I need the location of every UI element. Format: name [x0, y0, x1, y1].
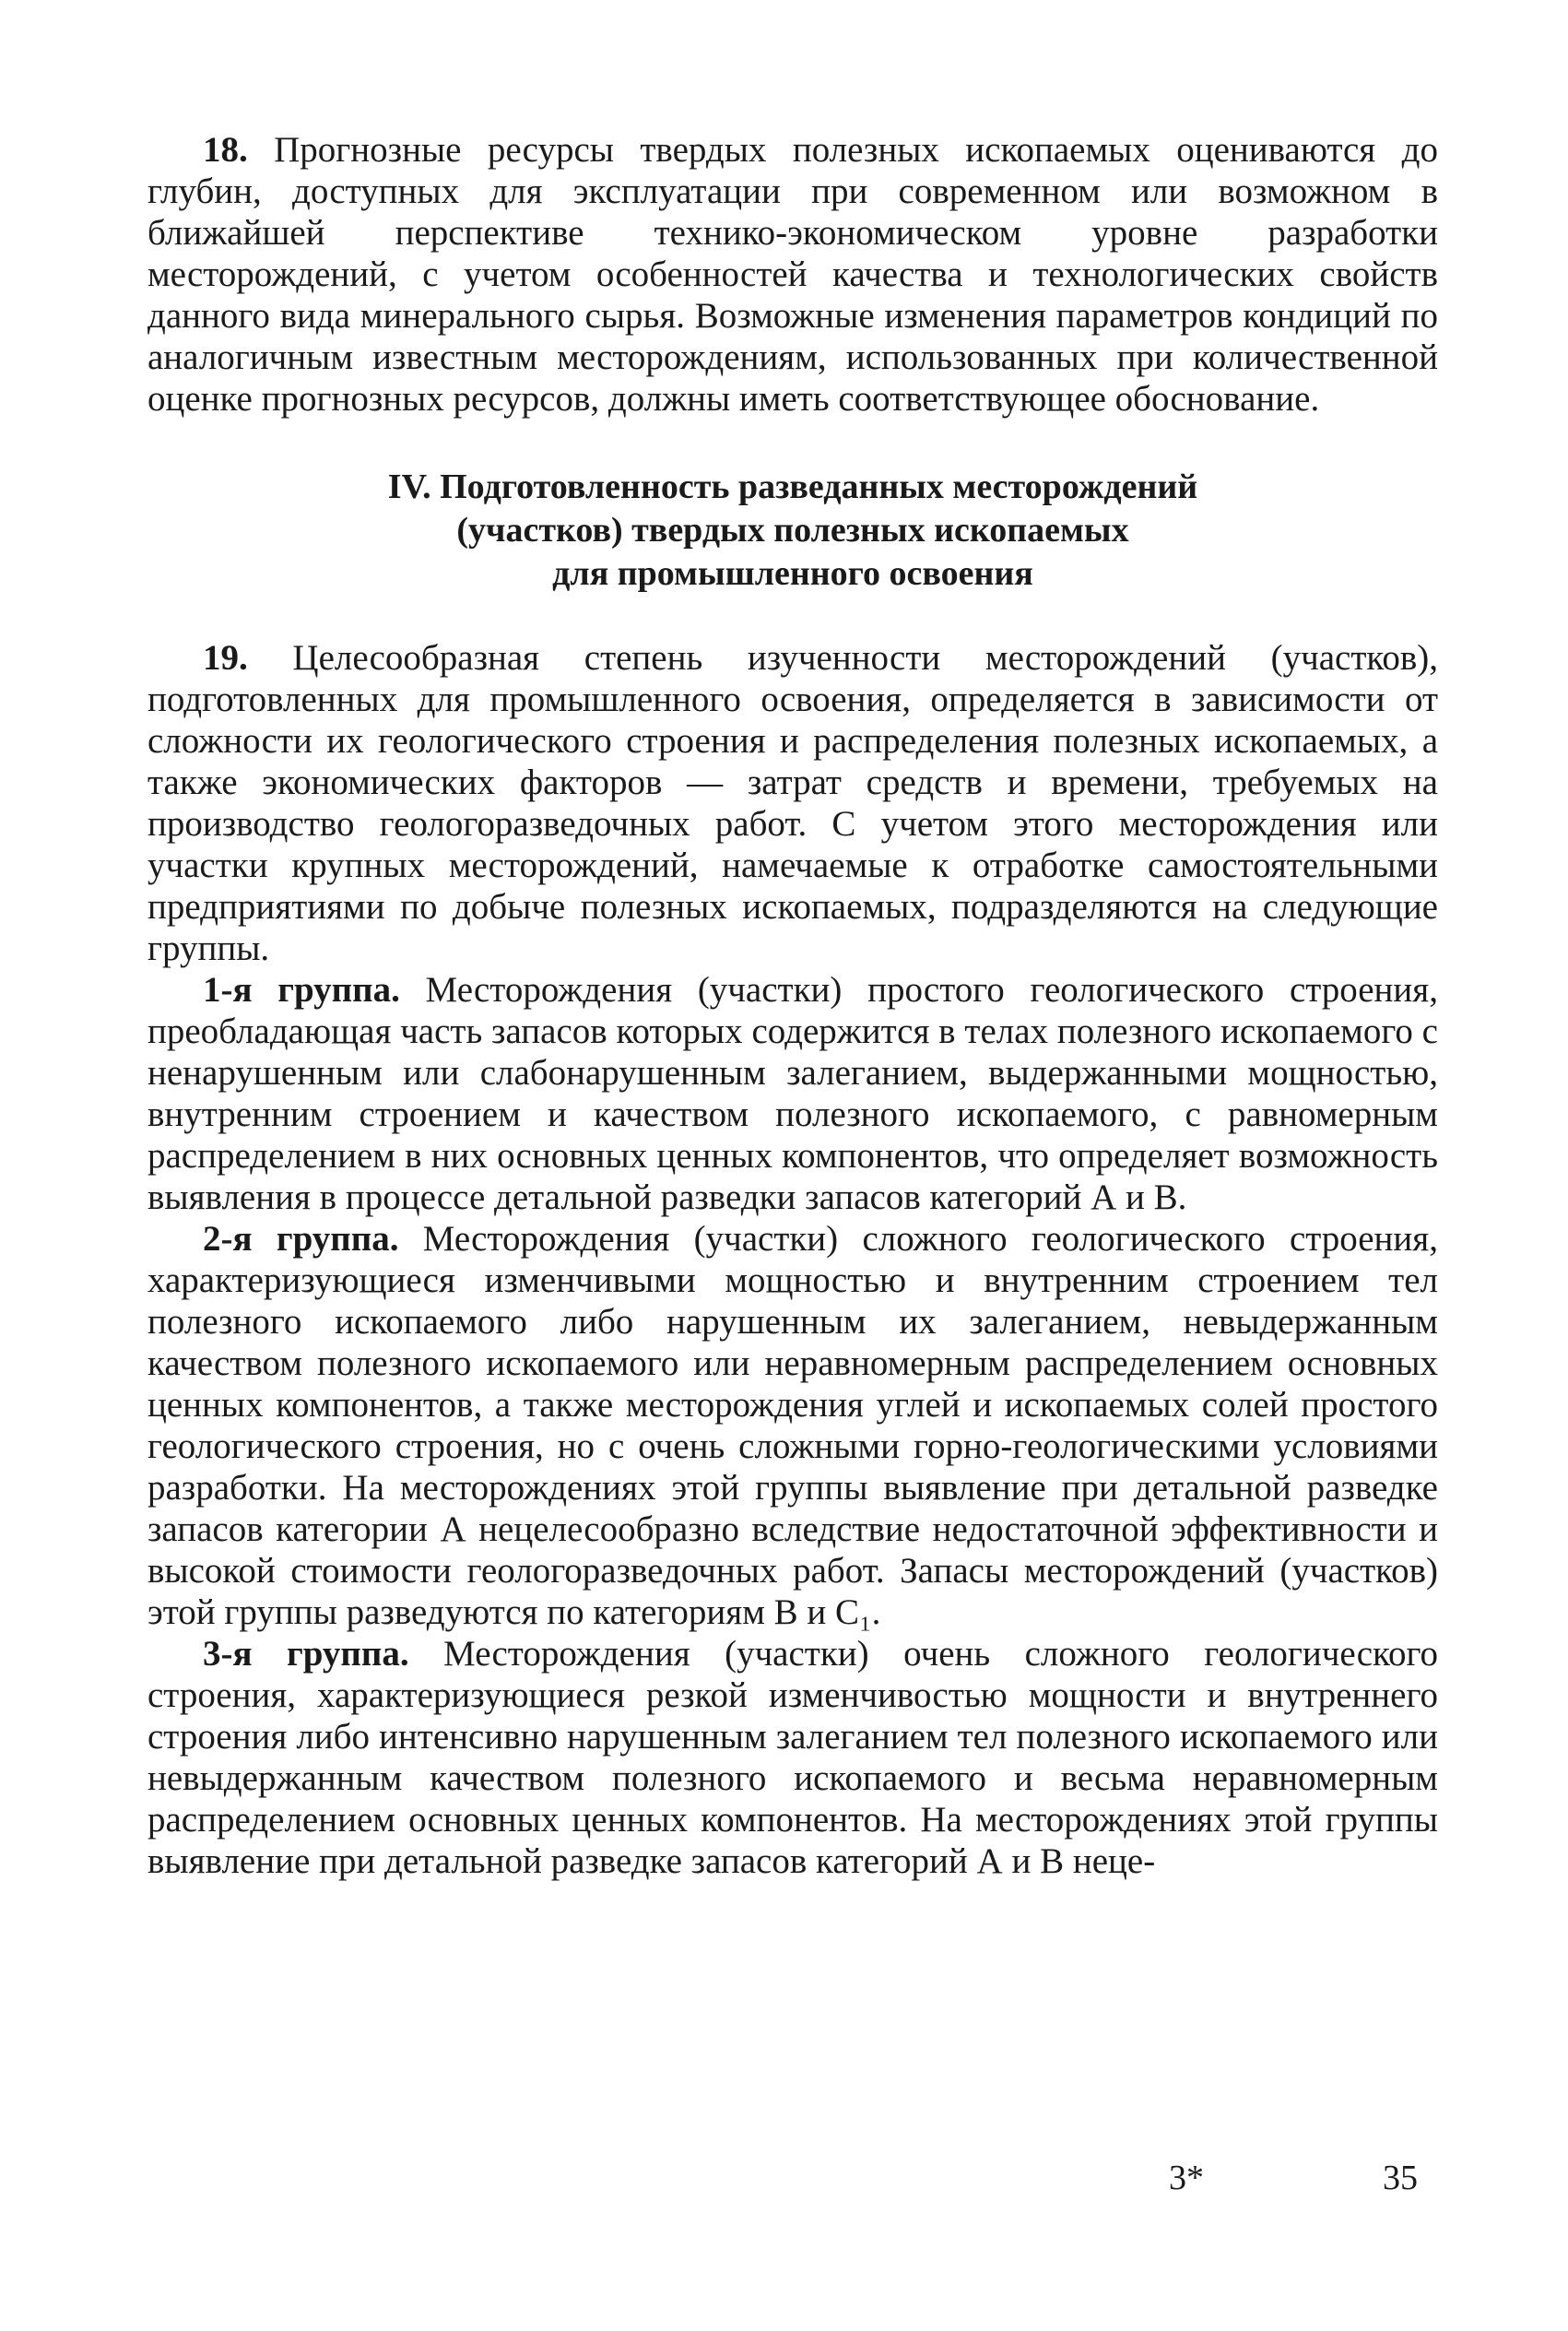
group-2-paragraph [147, 1218, 1438, 1633]
group-2-label: 2-я группа. [203, 1219, 399, 1259]
section-heading-line-1: IV. Подготовленность разведанных месторождений [387, 467, 1198, 506]
paragraph-number: 19. [203, 638, 248, 678]
group-3-label: 3-я группа. [203, 1634, 409, 1674]
section-heading-line-2: (участков) твердых полезных ископаемых [456, 511, 1129, 550]
section-heading-line-3: для промышленного освоения [552, 554, 1033, 593]
paragraph-text: Целесообразная степень изученности месторождений (участков), подготовленных для промышленного освоения, определяется в зависимости от сложности их геологического строения и распределения полезных ископаемых, а также экономических факторов — затрат средств и времени, требуемых на производство геологоразведочных работ. С учетом этого месторождения или участки крупных месторождений, намечаемые к отработке самостоятельными предприятиями по добыче полезных ископаемых, подразделяются на следующие группы. [147, 638, 1438, 968]
group-1-paragraph [147, 969, 1438, 1218]
group-2-text: Месторождения (участки) сложного геологического строения, характеризующиеся изменчивыми мощностью и внутренним строением тел полезного ископаемого либо нарушенным их залеганием, невыдержанным качеством полезного ископаемого или неравномерным распределением основных ценных компонентов, а также месторождения углей и ископаемых солей простого геологического строения, но с очень сложными горно-геологическими условиями разработки. На месторождениях этой группы выявление при детальной разведке запасов категории А нецелесообразно вследствие недостаточной эффективности и высокой стоимости геологоразведочных работ. Запасы месторождений (участков) этой группы разведуются по категориям В и C₁. [147, 1219, 1438, 1632]
paragraph-18 [147, 129, 1438, 420]
page-footer [0, 2158, 1568, 2204]
group-1-text: Месторождения (участки) простого геологического строения, преобладающая часть запасов которых содержится в телах полезного ископаемого с ненарушенным или слабонарушенным залеганием, выдержанными мощностью, внутренним строением и качеством полезного ископаемого, с равномерным распределением в них основных ценных компонентов, что определяет возможность выявления в процессе детальной разведки запасов категорий А и В. [147, 970, 1438, 1217]
paragraph-19 [147, 637, 1438, 969]
section-heading [147, 466, 1438, 596]
text-column [147, 129, 1438, 1882]
group-3-text: Месторождения (участки) очень сложного геологического строения, характеризующиеся резкой изменчивостью мощности и внутреннего строения либо интенсивно нарушенным залеганием тел полезного ископаемого или невыдержанным качеством полезного ископаемого и весьма неравномерным распределением основных ценных компонентов. На месторождениях этой группы выявление при детальной разведке запасов категорий А и В неце- [147, 1634, 1438, 1881]
paragraph-number: 18. [203, 130, 248, 170]
signature-mark: 3* [1169, 2159, 1204, 2197]
group-1-label: 1-я группа. [203, 970, 400, 1010]
group-3-paragraph [147, 1633, 1438, 1882]
page-number: 35 [1383, 2159, 1418, 2197]
paragraph-text: Прогнозные ресурсы твердых полезных ископаемых оцениваются до глубин, доступных для эксплуатации при современном или возможном в ближайшей перспективе технико-экономическом уровне разработки месторождений, с учетом особенностей качества и технологических свойств данного вида минерального сырья. Возможные изменения параметров кондиций по аналогичным известным месторождениям, использованных при количественной оценке прогнозных ресурсов, должны иметь соответствующее обоснование. [147, 130, 1438, 419]
